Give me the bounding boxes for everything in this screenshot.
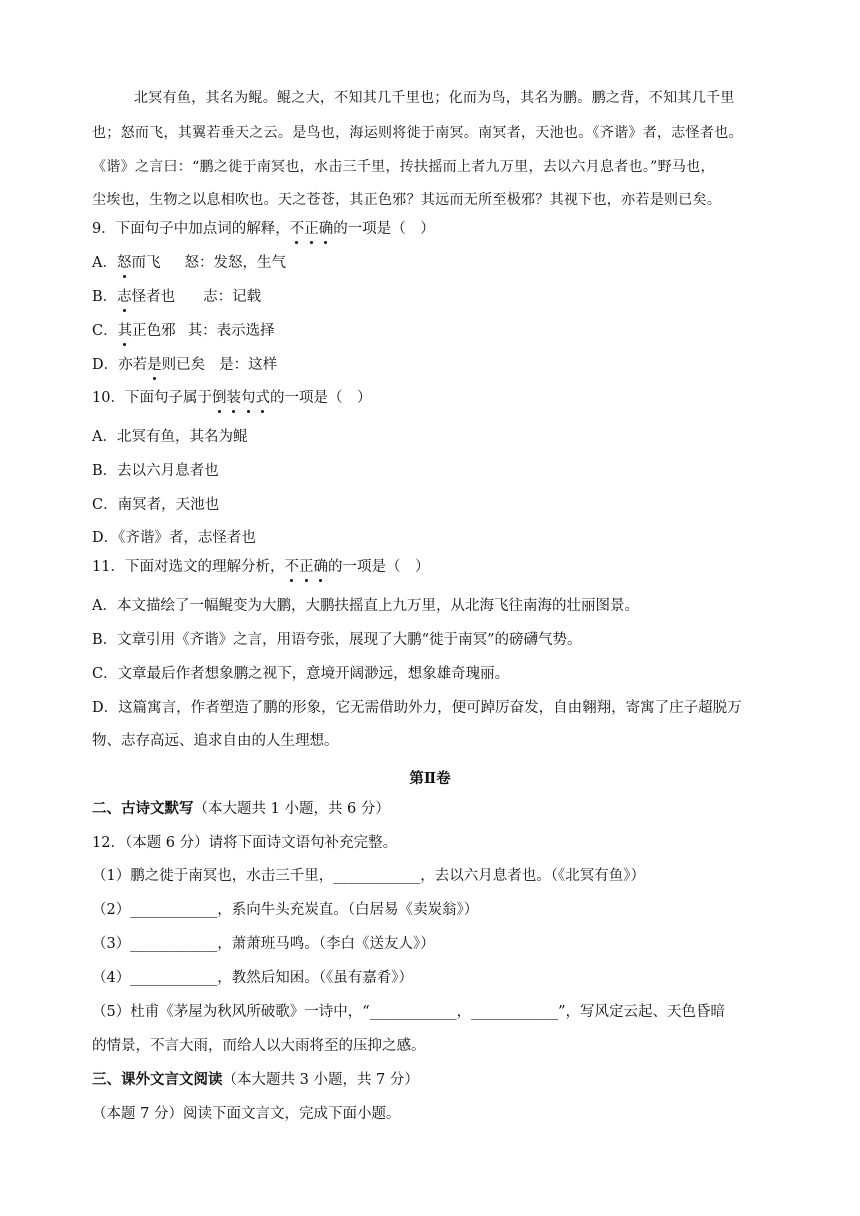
question-12-stem: 12．（本题 6 分）请将下面诗文语句补充完整。 [92,835,398,851]
dotted-char: 倒 [211,390,227,406]
question-11-option-b: B．文章引用《齐谐》之言，用语夸张，展现了大鹏“徙于南冥”的磅礴气势。 [92,632,582,648]
option-label: A． [92,255,117,271]
dotted-char: 其 [117,323,133,339]
section-2-title [92,799,390,819]
question-11-suffix: 的一项是（ ） [327,559,430,575]
question-11-option-d: D．这篇寓言，作者塑造了鹏的形象，它无需借助外力，便可踔厉奋发，自由翱翔，寄寓了庄子超脱万 [92,700,742,716]
section-note: （本大题共 1 小题，共 6 分） [193,801,390,817]
passage-line: 尘埃也，生物之以息相吹也。天之苍苍，其正色邪？其远而无所至极邪？其视下也，亦若是则已矣。 [92,192,722,208]
dotted-char: 正 [304,221,319,237]
question-12-item-3: （3）____________，萧萧班马鸣。（李白《送友人》） [92,936,435,952]
question-11-stem [92,557,429,577]
dotted-char: 是 [147,357,162,373]
question-11-option-c: C．文章最后作者想象鹏之视下，意境开阔渺远，想象雄奇瑰丽。 [92,666,510,682]
passage-line: 《谐》之言曰：“鹏之徙于南冥也，水击三千里，抟扶摇而上者九万里，去以六月息者也。”野马也， [92,159,715,175]
question-12-item-2: （2）____________，系向牛头充炭直。（白居易《卖炭翁》） [92,902,479,918]
option-text: 则已矣 [161,357,206,373]
dotted-char: 式 [255,390,270,406]
question-10-option-c: C．南冥者，天池也 [92,497,220,513]
dotted-char: 确 [318,221,334,237]
passage-line: 也；怒而飞，其翼若垂天之云。是鸟也，海运则将徙于南冥。南冥者，天池也。《齐谐》者，志怪者也。 [92,125,743,141]
question-9-prefix: 9．下面句子中加点词的解释， [92,221,290,237]
question-12-item-5: （5）杜甫《茅屋为秋风所破歌》一诗中，“____________，____________”，写风定云起、天色昏暗 [92,1004,726,1020]
question-10-prefix: 10．下面句子属于 [92,390,212,406]
question-9-option-a [92,253,286,273]
section-note: （本大题共 3 小题，共 7 分） [222,1072,419,1088]
option-gloss: 怒：发怒，生气 [184,255,286,271]
option-text: 正色邪 [132,323,176,339]
section-title: 三、课外文言文阅读 [92,1071,223,1088]
part-2-heading: 第Ⅱ卷 [409,770,451,787]
option-label: B． [92,289,118,305]
option-text: 而飞 [131,255,161,271]
option-gloss: 是：这样 [219,357,278,373]
option-label: C． [92,323,118,339]
question-10-suffix: 的一项是（ ） [269,390,372,406]
dotted-char: 志 [117,289,132,305]
passage-line: 北冥有鱼，其名为鲲。鲲之大，不知其几千里也；化而为鸟，其名为鹏。鹏之背，不知其几千里 [134,90,735,106]
section-3-title [92,1070,419,1090]
dotted-char: 正 [298,559,314,575]
dotted-char: 怒 [116,255,132,271]
option-gloss: 志：记载 [203,289,262,305]
dotted-char: 确 [313,559,328,575]
section-3-stem: （本题 7 分）阅读下面文言文，完成下面小题。 [92,1106,401,1122]
question-10-option-a: A．北冥有鱼，其名为鲲 [92,429,248,445]
question-10-option-b: B．去以六月息者也 [92,463,219,479]
option-label: D．亦若 [92,357,148,373]
question-10-option-d: D．《齐谐》者，志怪者也 [92,530,256,546]
question-11-prefix: 11．下面对选文的理解分析， [92,559,285,575]
section-title: 二、古诗文默写 [92,800,194,817]
question-9-option-d [92,355,277,375]
question-12-item-1: （1）鹏之徙于南冥也，水击三千里，____________，去以六月息者也。（《北冥有鱼》） [92,868,645,884]
question-9-option-b [92,287,261,307]
dotted-char: 装 [226,390,241,406]
question-9-option-c [92,321,275,341]
question-10-stem [92,388,371,408]
question-9-suffix: 的一项是（ ） [333,221,435,237]
option-text: 怪者也 [131,289,176,305]
question-11-option-a: A．本文描绘了一幅鲲变为大鹏，大鹏扶摇直上九万里，从北海飞往南海的壮丽图景。 [92,598,639,614]
question-12-item-4: （4）____________，教然后知困。（《虽有嘉肴》） [92,970,413,986]
question-9-stem [92,219,435,239]
dotted-char: 句 [240,390,256,406]
question-11-option-d-cont: 物、志存高远、追求自由的人生理想。 [92,733,339,749]
dotted-char: 不 [284,559,299,575]
option-gloss: 其：表示选择 [187,323,275,339]
dotted-char: 不 [289,221,305,237]
question-12-item-5-cont: 的情景，不言大雨，而给人以大雨将至的压抑之感。 [92,1038,426,1054]
